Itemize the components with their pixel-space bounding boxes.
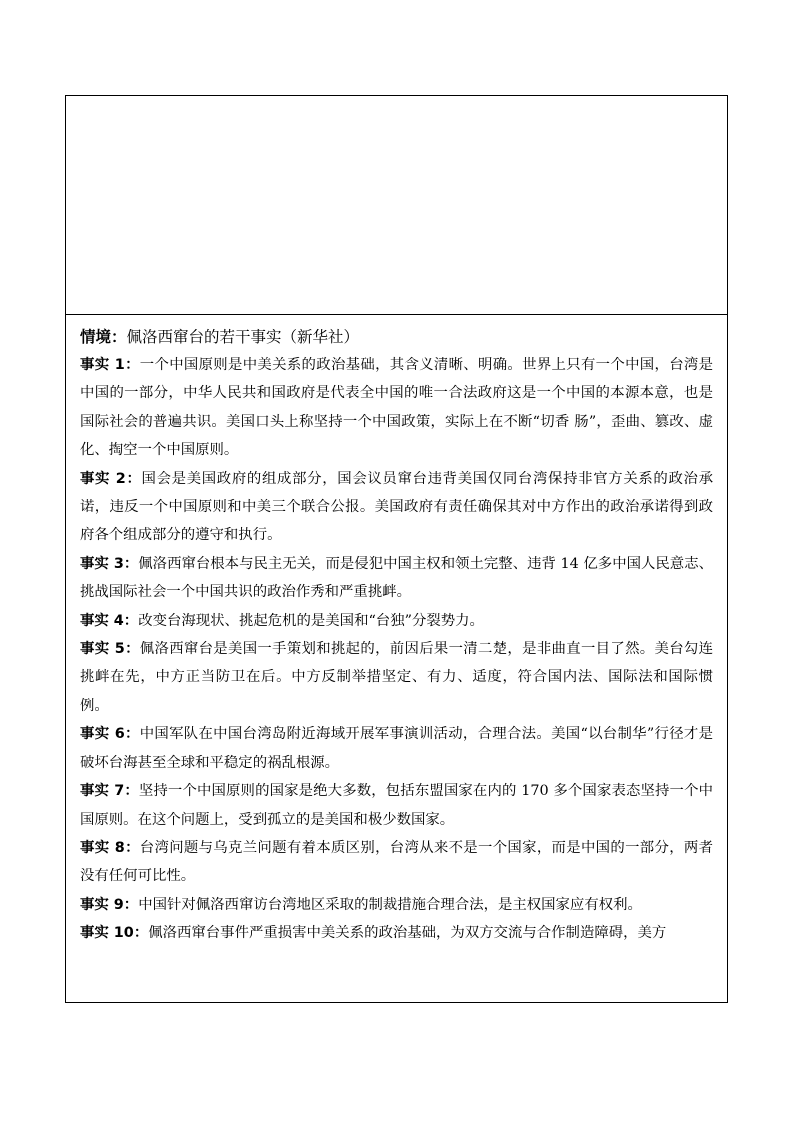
fact-text: 中国针对佩洛西窜访台湾地区采取的制裁措施合理合法，是主权国家应有权利。 [138, 896, 642, 913]
situation-label: 情境： [80, 328, 127, 346]
fact-2 [80, 465, 713, 550]
blank-cell [66, 96, 727, 315]
fact-text: 改变台海现状、挑起危机的是美国和“台独”分裂势力。 [138, 612, 484, 629]
fact-5 [80, 635, 713, 720]
content-cell [66, 315, 727, 1002]
fact-label: 事实 10： [80, 925, 149, 942]
fact-text: 国会是美国政府的组成部分，国会议员窜台违背美国仅同台湾保持非官方关系的政治承诺，违反一个中国原则和中美三个联合公报。美国政府有责任确保其对中方作出的政治承诺得到政府各个组成部分的遵守和执行。 [80, 470, 713, 544]
fact-text: 一个中国原则是中美关系的政治基础，其含义清晰、明确。世界上只有一个中国，台湾是中国的一部分，中华人民共和国政府是代表全中国的唯一合法政府这是一个中国的本源本意，也是国际社会的普遍共识。美国口头上称坚持一个中国政策，实际上在不断“切香 肠”，歪曲、篡改、虚化、掏空一个中国原则。 [80, 357, 713, 459]
fact-label: 事实 1： [80, 357, 140, 373]
situation-title: 佩洛西窜台的若干事实（新华社） [126, 328, 360, 346]
fact-3 [80, 550, 713, 607]
fact-text: 坚持一个中国原则的国家是绝大多数，包括东盟国家在内的 170 多个国家表态坚持一个中国原则。在这个问题上，受到孤立的是美国和极少数国家。 [80, 783, 714, 828]
fact-7 [80, 777, 713, 834]
situation-heading [80, 323, 713, 351]
fact-label: 事实 5： [80, 641, 140, 658]
fact-label: 事实 3： [80, 555, 139, 572]
document-table [65, 95, 728, 1003]
fact-label: 事实 2： [80, 470, 142, 487]
fact-text: 佩洛西窜台是美国一手策划和挑起的，前因后果一清二楚，是非曲直一目了然。美台勾连挑衅在先，中方正当防卫在后。中方反制举措坚定、有力、适度，符合国内法、国际法和国际惯例。 [80, 641, 713, 714]
fact-10 [80, 919, 713, 947]
fact-label: 事实 8： [80, 839, 140, 856]
fact-6 [80, 720, 713, 777]
fact-label: 事实 7： [80, 783, 139, 800]
fact-text: 台湾问题与乌克兰问题有着本质区别，台湾从来不是一个国家，而是中国的一部分，两者没有任何可比性。 [80, 839, 713, 885]
fact-label: 事实 4： [80, 612, 139, 629]
fact-9 [80, 891, 713, 919]
fact-1 [80, 351, 713, 465]
fact-8 [80, 834, 713, 891]
fact-text: 中国军队在中国台湾岛附近海域开展军事演训活动，合理合法。美国“以台制华”行径才是破坏台海甚至全球和平稳定的祸乱根源。 [80, 726, 713, 771]
fact-4 [80, 607, 713, 635]
fact-label: 事实 6： [80, 726, 140, 743]
fact-label: 事实 9： [80, 896, 139, 913]
fact-text: 佩洛西窜台根本与民主无关，而是侵犯中国主权和领土完整、违背 14 亿多中国人民意志、挑战国际社会一个中国共识的政治作秀和严重挑衅。 [80, 555, 714, 601]
fact-text: 佩洛西窜台事件严重损害中美关系的政治基础，为双方交流与合作制造障碍，美方 [148, 925, 667, 942]
